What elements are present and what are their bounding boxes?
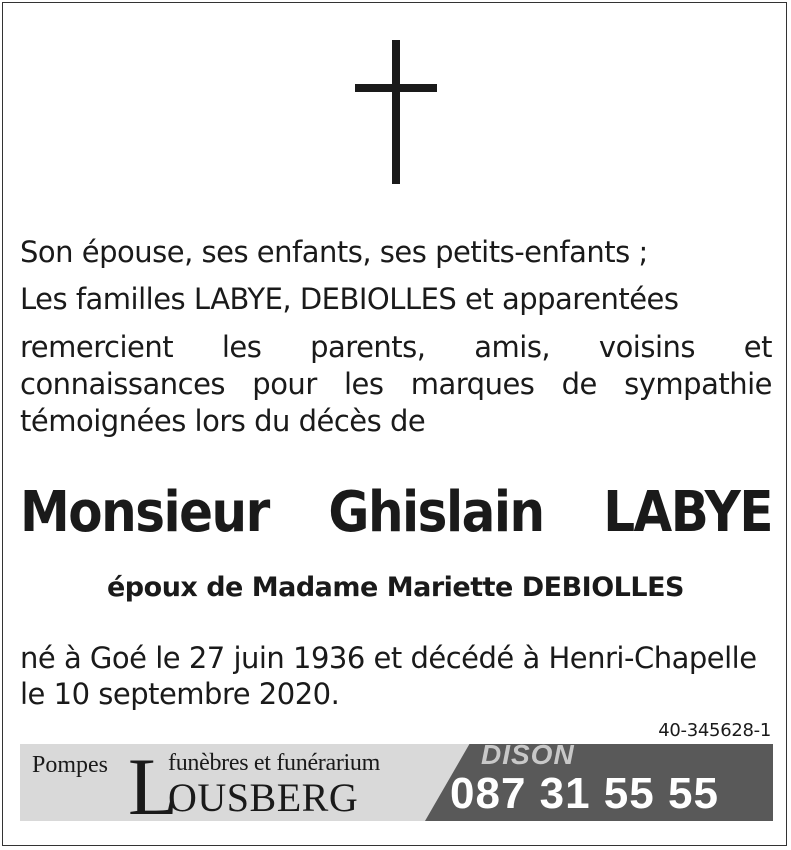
intro-line-5: témoignées lors du décès de [20,404,426,438]
intro-line-2: Les familles LABYE, DEBIOLLES et apparentées [20,282,679,316]
logo-big-letter: L [128,744,179,821]
spouse-line: époux de Madame Mariette DEBIOLLES [107,572,684,603]
funeral-home-name: OUSBERG [168,775,359,820]
reference-number: 40-345628-1 [658,720,771,741]
birth-death-line-1: né à Goé le 27 juin 1936 et décédé à Henri-Chapelle [20,641,757,675]
intro-line-1: Son épouse, ses enfants, ses petits-enfants ; [20,235,648,269]
phone-number: 087 31 55 55 [450,769,719,818]
funebres-label: funèbres et funérarium [168,750,380,776]
cross-icon [355,40,437,184]
city-label: DISON [481,744,575,770]
funeral-home-banner [20,744,773,821]
deceased-name: Monsieur Ghislain LABYE [20,479,772,545]
pompes-label: Pompes [32,752,109,778]
intro-line-3: remercient les parents, amis, voisins et [20,330,772,364]
birth-death-line-2: le 10 septembre 2020. [20,677,340,711]
intro-line-4: connaissances pour les marques de sympathie [20,367,772,401]
